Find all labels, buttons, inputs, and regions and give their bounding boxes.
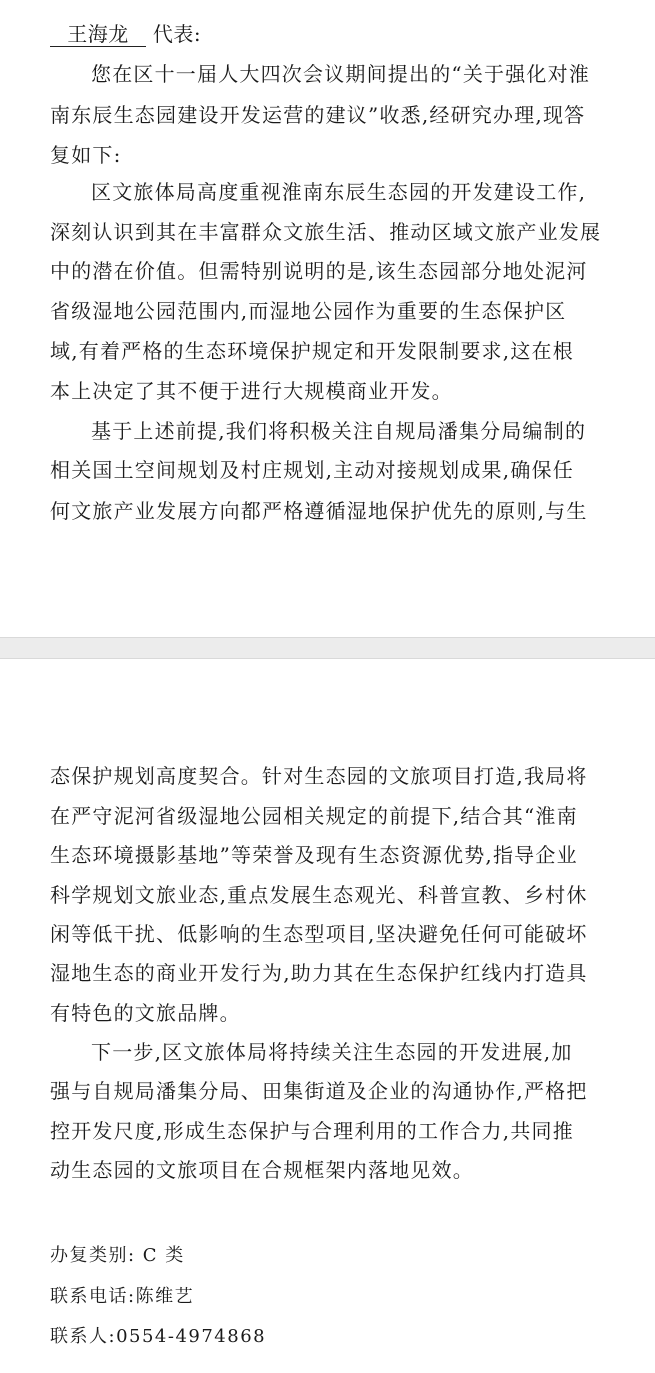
body-line: 深刻认识到其在丰富群众文旅生活、推动区域文旅产业发展 <box>50 220 602 244</box>
body-line: 动生态园的文旅项目在合规框架内落地见效。 <box>50 1158 474 1182</box>
body-line: 省级湿地公园范围内,而湿地公园作为重要的生态保护区 <box>50 299 567 323</box>
addressee-suffix: 代表: <box>152 22 202 46</box>
contact-phone-label: 联系电话:陈维艺 <box>50 1286 195 1307</box>
body-line: 中的潜在价值。但需特别说明的是,该生态园部分地处泥河 <box>50 259 588 283</box>
body-line: 在严守泥河省级湿地公园相关规定的前提下,结合其“淮南 <box>50 804 578 828</box>
handling-category: 办复类别: C 类 <box>50 1245 185 1266</box>
body-line: 强与自规局潘集分局、田集街道及企业的沟通协作,严格把 <box>50 1079 588 1103</box>
body-line: 复如下: <box>50 143 122 167</box>
body-line: 何文旅产业发展方向都严格遵循湿地保护优先的原则,与生 <box>50 499 588 523</box>
body-line: 态保护规划高度契合。针对生态园的文旅项目打造,我局将 <box>50 764 588 788</box>
document-page-1 <box>0 0 655 637</box>
body-line: 基于上述前提,我们将积极关注自规局潘集分局编制的 <box>91 419 587 443</box>
body-line: 有特色的文旅品牌。 <box>50 1001 241 1025</box>
body-line: 科学规划文旅业态,重点发展生态观光、科普宣教、乡村休 <box>50 883 588 907</box>
addressee-line <box>50 20 201 48</box>
body-line: 闲等低干扰、低影响的生态型项目,坚决避免任何可能破坏 <box>50 922 588 946</box>
body-line: 本上决定了其不便于进行大规模商业开发。 <box>50 379 453 403</box>
page-separator <box>0 637 655 659</box>
contact-person-label: 联系人:0554-4974868 <box>50 1326 267 1347</box>
body-line: 区文旅体局高度重视淮南东辰生态园的开发建设工作, <box>91 180 587 204</box>
document-page-2 <box>0 659 655 1373</box>
addressee-name: 王海龙 <box>50 22 146 47</box>
body-line: 您在区十一届人大四次会议期间提出的“关于强化对淮 <box>91 62 591 86</box>
body-line: 下一步,区文旅体局将持续关注生态园的开发进展,加 <box>91 1040 573 1064</box>
body-line: 相关国土空间规划及村庄规划,主动对接规划成果,确保任 <box>50 458 574 482</box>
body-line: 湿地生态的商业开发行为,助力其在生态保护红线内打造具 <box>50 961 588 985</box>
body-line: 域,有着严格的生态环境保护规定和开发限制要求,这在根 <box>50 339 574 363</box>
body-line: 控开发尺度,形成生态保护与合理利用的工作合力,共同推 <box>50 1119 574 1143</box>
body-line: 南东辰生态园建设开发运营的建议”收悉,经研究办理,现答 <box>50 103 586 127</box>
body-line: 生态环境摄影基地”等荣誉及现有生态资源优势,指导企业 <box>50 843 578 867</box>
